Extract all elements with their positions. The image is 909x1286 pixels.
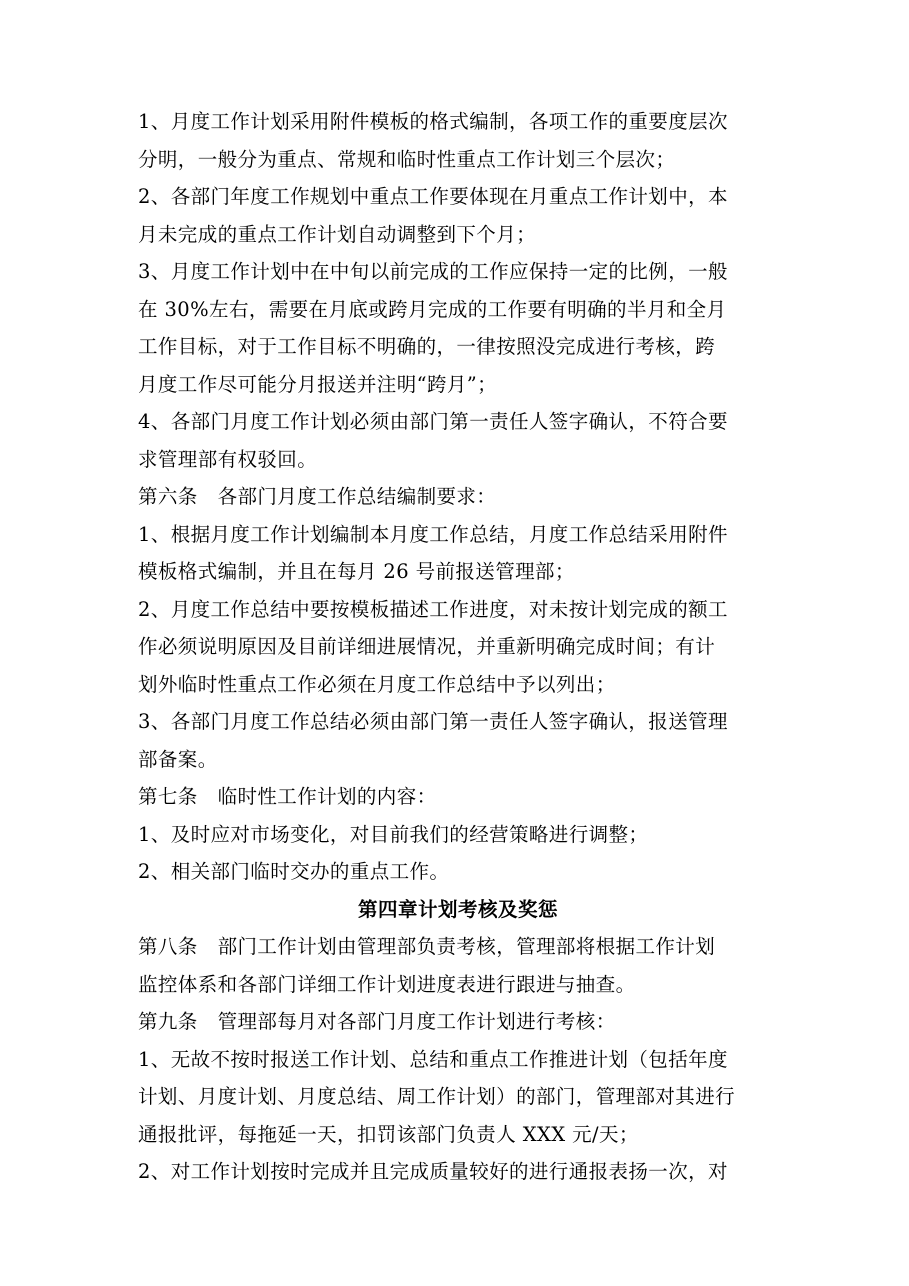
text-line: 1、月度工作计划采用附件模板的格式编制，各项工作的重要度层次 bbox=[138, 110, 728, 133]
text-line: 1、及时应对市场变化，对目前我们的经营策略进行调整； bbox=[138, 822, 649, 846]
text-line: 3、月度工作计划中在中旬以前完成的工作应保持一定的比例，一般 bbox=[138, 260, 728, 283]
article-heading: 第七条 临时性工作计划的内容： bbox=[138, 785, 437, 808]
document-body bbox=[138, 103, 778, 1191]
text-line: 通报批评，每拖延一天，扣罚该部门负责人 XXX 元/天； bbox=[138, 1122, 639, 1146]
article-heading: 第八条 部门工作计划由管理部负责考核，管理部将根据工作计划 bbox=[138, 935, 716, 958]
article-heading: 第九条 管理部每月对各部门月度工作计划进行考核： bbox=[138, 1010, 616, 1033]
text-line: 2、各部门年度工作规划中重点工作要体现在月重点工作计划中，本 bbox=[138, 185, 728, 208]
text-line: 2、对工作计划按时完成并且完成质量较好的进行通报表扬一次，对 bbox=[138, 1160, 728, 1183]
text-line: 工作目标，对于工作目标不明确的，一律按照没完成进行考核，跨 bbox=[138, 335, 716, 358]
text-line: 月未完成的重点工作计划自动调整到下个月； bbox=[138, 222, 537, 246]
text-line: 作必须说明原因及目前详细进展情况，并重新明确完成时间；有计 bbox=[138, 635, 716, 658]
text-line: 3、各部门月度工作总结必须由部门第一责任人签字确认，报送管理 bbox=[138, 710, 728, 733]
text-line: 2、相关部门临时交办的重点工作。 bbox=[138, 860, 450, 883]
text-line: 4、各部门月度工作计划必须由部门第一责任人签字确认，不符合要 bbox=[138, 410, 728, 433]
text-line: 1、根据月度工作计划编制本月度工作总结，月度工作总结采用附件 bbox=[138, 522, 728, 546]
text-line: 部备案。 bbox=[138, 747, 218, 771]
text-line: 监控体系和各部门详细工作计划进度表进行跟进与抽查。 bbox=[138, 972, 636, 996]
text-line: 分明，一般分为重点、常规和临时性重点工作计划三个层次； bbox=[138, 147, 676, 171]
text-line: 模板格式编制，并且在每月 26 号前报送管理部； bbox=[138, 560, 575, 583]
text-line: 在 30%左右，需要在月底或跨月完成的工作要有明确的半月和全月 bbox=[138, 297, 727, 321]
article-heading: 第六条 各部门月度工作总结编制要求： bbox=[138, 485, 497, 508]
chapter-heading: 第四章计划考核及奖惩 bbox=[357, 897, 558, 921]
text-line: 求管理部有权驳回。 bbox=[138, 447, 318, 471]
text-line: 计划、月度计划、月度总结、周工作计划）的部门，管理部对其进行 bbox=[138, 1085, 736, 1108]
text-line: 2、月度工作总结中要按模板描述工作进度，对未按计划完成的额工 bbox=[138, 597, 728, 621]
text-line: 月度工作尽可能分月报送并注明“跨月”； bbox=[138, 372, 498, 396]
text-line: 1、无故不按时报送工作计划、总结和重点工作推进计划（包括年度 bbox=[138, 1047, 728, 1071]
text-line: 划外临时性重点工作必须在月度工作总结中予以列出； bbox=[138, 672, 616, 696]
